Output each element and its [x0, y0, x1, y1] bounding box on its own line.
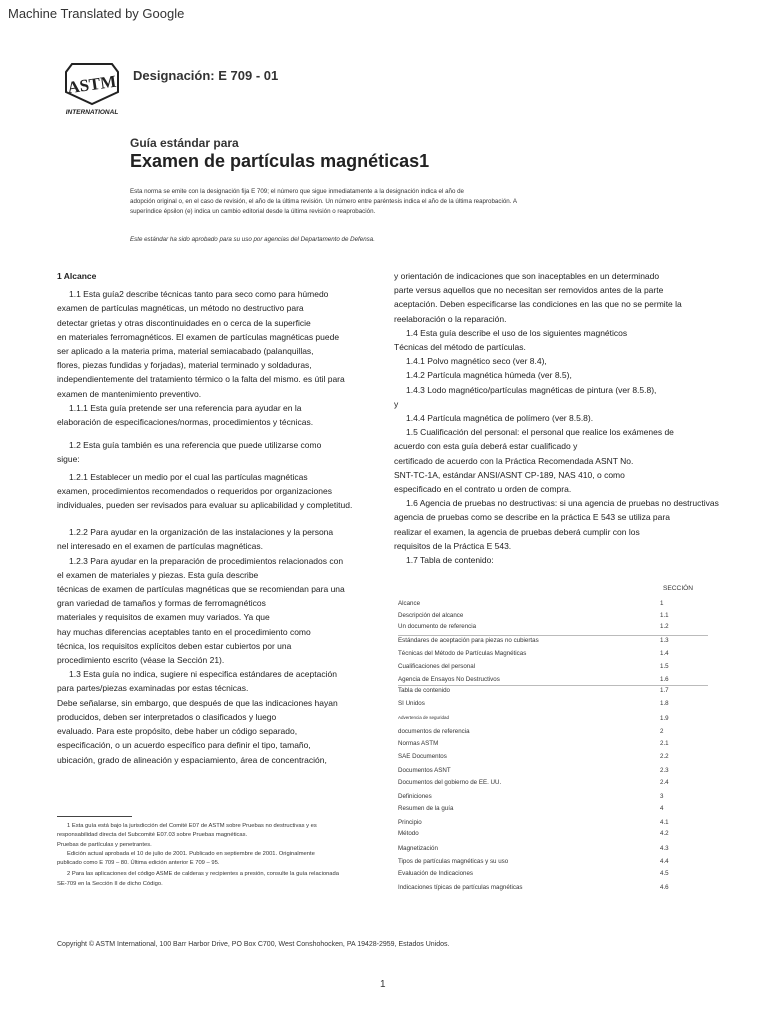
text-line: procedimiento escrito (véase la Sección 21).	[57, 655, 225, 666]
toc-row	[398, 700, 708, 710]
text-line: flores, piezas fundidas y forjadas), material terminado y soldaduras,	[57, 360, 312, 371]
text-line: detectar grietas y otras discontinuidades en o cerca de la superficie	[57, 317, 311, 328]
footnote-line: publicado como E 709 – 80. Última edición anterior E 709 – 95.	[57, 860, 220, 867]
toc-row	[398, 830, 708, 840]
toc-row	[398, 740, 708, 750]
section-heading: 1 Alcance	[57, 271, 97, 281]
intro-line: adopción original o, en el caso de revisión, el año de la última revisión. Un número entre paréntesis indica el año de la última reaprobación. A	[130, 198, 517, 205]
toc-label: Estándares de aceptación para piezas no cubiertas	[398, 637, 539, 644]
toc-label: Evaluación de Indicaciones	[398, 870, 473, 877]
footnote-line: 2 Para las aplicaciones del código ASME de calderas y recipientes a presión, consulte la guía relacionada	[67, 871, 339, 878]
text-line: especificado en el contrato u orden de compra.	[394, 484, 572, 495]
toc-section-number: 4.3	[660, 845, 669, 852]
text-line: 1.4.3 Lodo magnético/partículas magnéticas de pintura (ver 8.5.8),	[406, 384, 657, 395]
toc-row	[398, 715, 708, 725]
toc-section-number: 4	[660, 805, 664, 812]
text-line: para partes/piezas examinadas por estas técnicas.	[57, 683, 249, 694]
toc-section-number: 2.3	[660, 767, 669, 774]
text-line: 1.1.1 Esta guía pretende ser una referencia para ayudar en la	[69, 402, 302, 413]
text-line: ser aplicado a la materia prima, material semiacabado (palanquillas,	[57, 346, 314, 357]
toc-label: Cualificaciones del personal	[398, 663, 476, 670]
footnotes	[57, 822, 367, 889]
text-line: 1.4.4 Partícula magnética de polímero (ver 8.5.8).	[406, 413, 594, 424]
toc-section-number: 1.4	[660, 650, 669, 657]
text-line: especificación, o un acuerdo específico para definir el tipo, tamaño,	[57, 740, 311, 751]
page-number: 1	[380, 979, 386, 990]
toc-section-number: 2	[660, 728, 664, 735]
toc-label: Magnetización	[398, 845, 438, 852]
text-line: 1.1 Esta guía2 describe técnicas tanto para seco como para húmedo	[69, 289, 329, 300]
toc-row	[398, 779, 708, 789]
text-line: realizar el examen, la agencia de pruebas deberá cumplir con los	[394, 526, 640, 537]
toc-row	[398, 623, 708, 633]
toc-row	[398, 650, 708, 660]
toc-label: Técnicas del Método de Partículas Magnéticas	[398, 650, 527, 657]
text-line: requisitos de la Práctica E 543.	[394, 540, 512, 551]
footnote-line: Edición actual aprobada el 10 de julio de 2001. Publicado en septiembre de 2001. Originalmente	[67, 850, 315, 857]
text-line: acuerdo con esta guía deberá estar cualificado y	[394, 441, 578, 452]
toc-label: Agencia de Ensayos No Destructivos	[398, 676, 500, 683]
toc-section-number: 1	[660, 600, 664, 607]
text-line: examen de mantenimiento preventivo.	[57, 388, 202, 399]
toc-label: Alcance	[398, 600, 421, 607]
left-column	[57, 269, 377, 767]
text-line: y	[394, 398, 399, 409]
toc-row	[398, 819, 708, 829]
text-line: Técnicas del método de partículas.	[394, 342, 526, 353]
toc-section-number: 1.3	[660, 637, 669, 644]
text-line: 1.2.1 Establecer un medio por el cual las partículas magnéticas	[69, 471, 308, 482]
footnote-line: 1 Esta guía está bajo la jurisdicción del Comité E07 de ASTM sobre Pruebas no destructivas y es	[67, 823, 317, 829]
toc-label: Indicaciones típicas de partículas magnéticas	[398, 884, 523, 891]
toc-row	[398, 845, 708, 855]
text-line: Debe señalarse, sin embargo, que después de que las indicaciones hayan	[57, 697, 338, 708]
text-line: ubicación, grado de alineación y espaciamiento, área de concentración,	[57, 754, 327, 765]
designation: Designación: E 709 - 01	[133, 68, 279, 83]
toc-label: Advertencia de seguridad	[398, 715, 450, 720]
toc-row	[398, 612, 708, 622]
text-line: reelaboración o la reparación.	[394, 313, 507, 324]
toc-row	[398, 600, 708, 610]
text-line: nel interesado en el examen de partículas magnéticas.	[57, 541, 264, 552]
toc-label: Método	[398, 830, 419, 837]
toc-section-number: 1.9	[660, 715, 669, 722]
intro-line: Esta norma se emite con la designación fija E 709; el número que sigue inmediatamente a la designación indica el año de	[130, 188, 464, 195]
text-line: parte versus aquellos que no necesitan ser removidos antes de la parte	[394, 285, 664, 296]
toc-label: SI Unidos	[398, 700, 425, 707]
text-line: materiales y requisitos de examen muy variados. Ya que	[57, 612, 270, 623]
toc-label: Documentos ASNT	[398, 767, 451, 774]
toc-section-number: 1.8	[660, 700, 669, 707]
text-line: gran variedad de tamaños y formas de ferromagnéticos	[57, 598, 266, 609]
toc-label: Tipos de partículas magnéticas y su uso	[398, 858, 509, 865]
text-line: individuales, pueden ser revisados para evaluar su aplicabilidad y completitud.	[57, 500, 353, 511]
toc-row	[398, 687, 708, 697]
toc-row	[398, 870, 708, 880]
text-line: 1.6 Agencia de pruebas no destructivas: si una agencia de pruebas no destructivas	[406, 498, 719, 509]
text-line: y orientación de indicaciones que son inaceptables en un determinado	[394, 271, 660, 281]
logo-text-international: INTERNATIONAL	[65, 109, 119, 116]
text-line: producidos, deben ser interpretados o clasificados y luego	[57, 711, 277, 722]
toc-row	[398, 884, 708, 894]
toc-label: Descripción del alcance	[398, 612, 464, 619]
text-line: técnica, los requisitos explícitos deben estar cubiertos por una	[57, 640, 292, 651]
toc-section-number: 2.1	[660, 740, 669, 747]
footnote-line: responsabilidad directa del Subcomité E07.03 sobre Pruebas magnéticas.	[57, 832, 248, 839]
toc-row	[398, 637, 708, 647]
text-line: 1.7 Tabla de contenido:	[406, 555, 494, 566]
text-line: 1.4 Esta guía describe el uso de los siguientes magnéticos	[406, 327, 628, 338]
toc-row	[398, 767, 708, 777]
toc-label: Normas ASTM	[398, 740, 439, 747]
text-line: el examen de materiales y piezas. Esta guía describe	[57, 569, 259, 580]
text-line: examen, procedimientos recomendados o requeridos por organizaciones	[57, 485, 332, 496]
machine-translated-label: Machine Translated by Google	[8, 6, 185, 21]
text-line: aceptación. Deben especificarse las condiciones en las que no se permite la	[394, 299, 682, 310]
text-line: 1.2 Esta guía también es una referencia que puede utilizarse como	[69, 440, 322, 451]
text-line: en materiales ferromagnéticos. El examen de partículas magnéticas puede	[57, 331, 340, 342]
toc-label: SAE Documentos	[398, 753, 447, 760]
toc-row	[398, 793, 708, 803]
logo-text-astm: ASTM	[66, 71, 118, 98]
intro-line: superíndice épsilon (e) indica un cambio editorial desde la última revisión o reaprobación.	[130, 208, 376, 215]
footnote-line: SE-709 en la Sección II de dicho Código.	[57, 880, 163, 887]
toc-row	[398, 805, 708, 815]
toc-section-number: 4.4	[660, 858, 669, 865]
toc-label: documentos de referencia	[398, 728, 470, 735]
toc-label: Resumen de la guía	[398, 805, 454, 812]
document-title: Examen de partículas magnéticas1	[130, 151, 430, 171]
toc-label: Tabla de contenido	[398, 687, 450, 694]
text-line: elaboración de especificaciones/normas, procedimientos y técnicas.	[57, 417, 314, 428]
guide-label: Guía estándar para	[130, 136, 239, 150]
toc-label: Documentos del gobierno de EE. UU.	[398, 779, 502, 786]
text-line: 1.4.1 Polvo magnético seco (ver 8.4),	[406, 356, 547, 367]
toc-section-number: 2.4	[660, 779, 669, 786]
toc-label: Un documento de referencia	[398, 623, 477, 630]
astm-logo	[60, 58, 124, 118]
toc-row	[398, 663, 708, 673]
toc-section-number: 4.5	[660, 870, 669, 877]
footnote-rule	[57, 816, 132, 817]
footnote-line: Pruebas de partículas y penetrantes.	[57, 841, 152, 848]
toc-section-number: 1.2	[660, 623, 669, 630]
toc-section-number: 1.5	[660, 663, 669, 670]
toc-section-number: 1.1	[660, 612, 669, 619]
text-line: evaluado. Para este propósito, debe haber un código separado,	[57, 726, 298, 737]
toc-section-heading: SECCIÓN	[663, 585, 694, 592]
text-line: técnicas de examen de partículas magnéticas que se recomiendan para una	[57, 584, 345, 595]
text-line: agencia de pruebas como se describe en la práctica E 543 se utiliza para	[394, 512, 670, 523]
toc-divider	[398, 635, 708, 636]
text-line: 1.2.3 Para ayudar en la preparación de procedimientos relacionados con	[69, 555, 344, 566]
text-line: hay muchas diferencias aceptables tanto en el procedimiento como	[57, 626, 311, 637]
text-line: 1.3 Esta guía no indica, sugiere ni especifica estándares de aceptación	[69, 669, 337, 680]
toc-row	[398, 728, 708, 738]
toc-section-number: 1.6	[660, 676, 669, 683]
toc-section-number: 4.1	[660, 819, 669, 826]
toc-row	[398, 753, 708, 763]
toc-label: Principio	[398, 819, 422, 826]
copyright-notice: Copyright © ASTM International, 100 Barr Harbor Drive, PO Box C700, West Conshohocken, PA 19428-2959, Estados Unidos.	[57, 941, 450, 948]
text-line: examen de partículas magnéticas, un método no destructivo para	[57, 303, 304, 314]
dod-note: Este estándar ha sido aprobado para su uso por agencias del Departamento de Defensa.	[130, 236, 375, 243]
toc-section-number: 4.2	[660, 830, 669, 837]
text-line: 1.4.2 Partícula magnética húmeda (ver 8.5),	[406, 370, 572, 381]
intro-paragraph	[130, 187, 550, 217]
text-line: independientemente del tratamiento térmico o la falta del mismo. es útil para	[57, 374, 345, 385]
toc-label: Definiciones	[398, 793, 432, 800]
text-line: certificado de acuerdo con la Práctica Recomendada ASNT No.	[394, 455, 634, 466]
toc-section-number: 1.7	[660, 687, 669, 694]
toc-divider	[398, 685, 708, 686]
text-line: SNT-TC-1A, estándar ANSI/ASNT CP-189, NAS 410, o como	[394, 469, 625, 480]
text-line: sigue:	[57, 454, 80, 465]
toc-section-number: 2.2	[660, 753, 669, 760]
toc-section-number: 3	[660, 793, 664, 800]
right-column	[394, 269, 719, 567]
text-line: 1.5 Cualificación del personal: el personal que realice los exámenes de	[406, 427, 674, 438]
toc-section-number: 4.6	[660, 884, 669, 891]
text-line: 1.2.2 Para ayudar en la organización de las instalaciones y la persona	[69, 527, 334, 538]
toc-row	[398, 858, 708, 868]
